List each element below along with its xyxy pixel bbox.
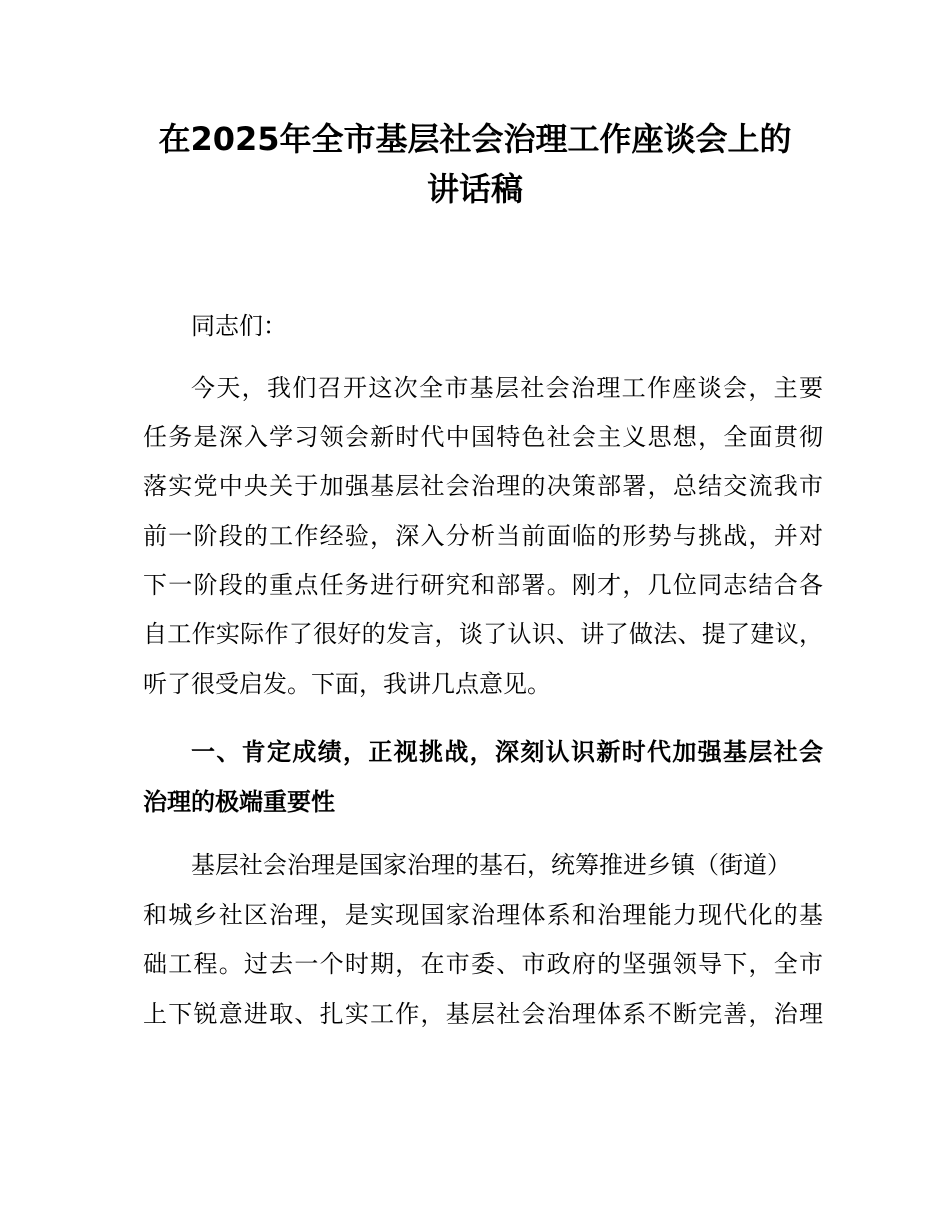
paragraph-2-line-3: 础工程。过去一个时期，在市委、市政府的坚强领导下，全市 bbox=[143, 950, 823, 978]
paragraph-1-line-3: 落实党中央关于加强基层社会治理的决策部署，总结交流我市 bbox=[143, 472, 823, 500]
paragraph-2-line-4: 上下锐意进取、扎实工作，基层社会治理体系不断完善，治理 bbox=[143, 1000, 823, 1028]
paragraph-1-line-7: 听了很受启发。下面，我讲几点意见。 bbox=[143, 670, 551, 698]
paragraph-2-line-2: 和城乡社区治理，是实现国家治理体系和治理能力现代化的基 bbox=[143, 901, 823, 929]
paragraph-1-line-4: 前一阶段的工作经验，深入分析当前面临的形势与挑战，并对 bbox=[143, 522, 823, 550]
paragraph-2-line-1: 基层社会治理是国家治理的基石，统筹推进乡镇（街道） bbox=[191, 851, 791, 879]
document-title-line-2: 讲话稿 bbox=[426, 170, 523, 208]
salutation: 同志们： bbox=[191, 312, 287, 340]
paragraph-1-line-6: 自工作实际作了很好的发言，谈了认识、讲了做法、提了建议， bbox=[143, 620, 823, 648]
paragraph-1-line-2: 任务是深入学习领会新时代中国特色社会主义思想，全面贯彻 bbox=[143, 423, 823, 451]
document-title-line-1: 在2025年全市基层社会治理工作座谈会上的 bbox=[158, 120, 792, 158]
section-heading-1-line-2: 治理的极端重要性 bbox=[143, 788, 335, 816]
paragraph-1-line-5: 下一阶段的重点任务进行研究和部署。刚才，几位同志结合各 bbox=[143, 571, 823, 599]
section-heading-1-line-1: 一、肯定成绩，正视挑战，深刻认识新时代加强基层社会 bbox=[191, 738, 823, 766]
paragraph-1-line-1: 今天，我们召开这次全市基层社会治理工作座谈会，主要 bbox=[191, 374, 823, 402]
